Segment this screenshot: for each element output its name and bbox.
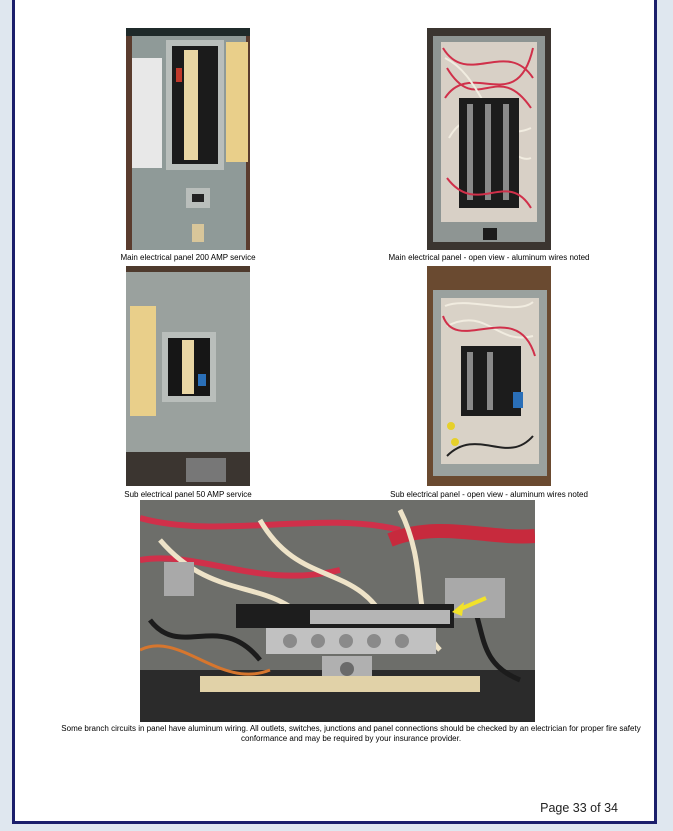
photo-main-panel-open xyxy=(427,28,551,250)
photo-busbar-closeup xyxy=(140,500,535,722)
photo-caption: Sub electrical panel - open view - aluminum wires noted xyxy=(390,490,588,499)
photo-caption: Main electrical panel - open view - aluminum wires noted xyxy=(388,253,590,262)
photo-sub-panel-closed xyxy=(126,266,250,486)
photo-main-panel-closed xyxy=(126,28,250,250)
report-page xyxy=(12,0,657,824)
photo-caption: Main electrical panel 200 AMP service xyxy=(120,253,256,262)
page-number: Page 33 of 34 xyxy=(540,801,618,815)
photo-caption-busbar: Some branch circuits in panel have aluminum wiring. All outlets, switches, junctions and panel connections should be checked by an electrician for proper fire safety conformance and may be required by your insurance provider. xyxy=(61,724,641,743)
photo-sub-panel-open xyxy=(427,266,551,486)
photo-caption: Sub electrical panel 50 AMP service xyxy=(124,490,252,499)
